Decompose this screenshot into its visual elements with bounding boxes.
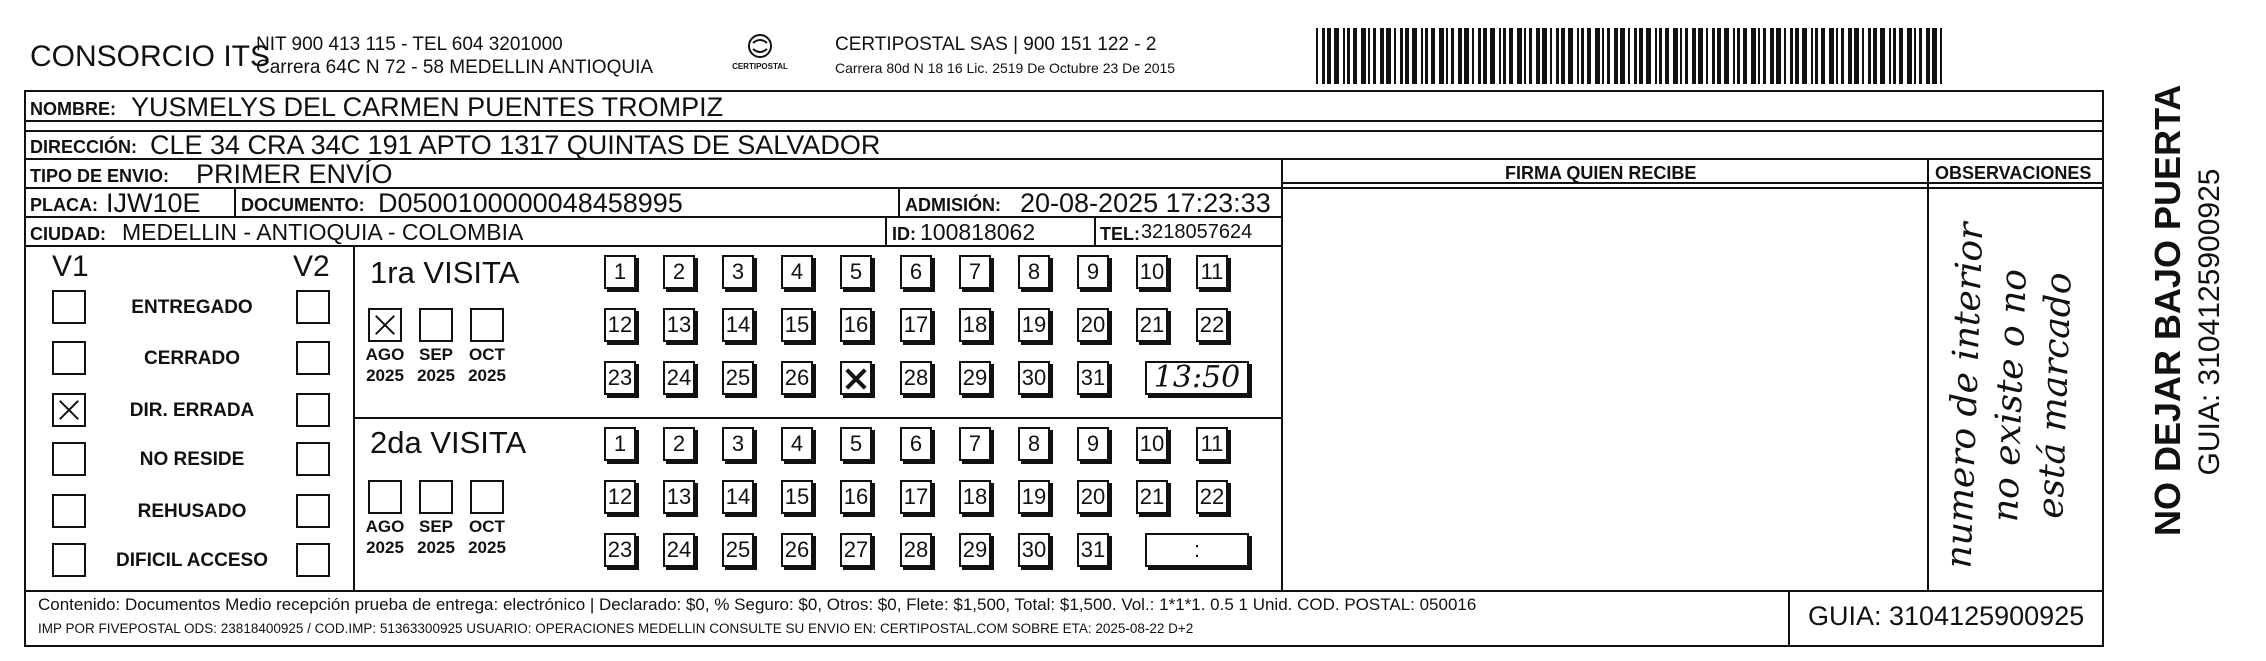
barcode-bar bbox=[1322, 28, 1325, 84]
barcode-bar bbox=[1628, 28, 1630, 84]
barcode-bar bbox=[1907, 28, 1912, 84]
handwritten-line-1: numero de interior bbox=[1938, 221, 1992, 570]
tel-value: 3218057624 bbox=[1141, 221, 1253, 243]
visit1-day-8[interactable]: 8 bbox=[1018, 255, 1050, 289]
visit2-day-29[interactable]: 29 bbox=[959, 533, 991, 567]
firma-label: FIRMA QUIEN RECIBE bbox=[1505, 163, 1697, 183]
barcode-bar bbox=[1763, 28, 1766, 84]
visit2-day-18[interactable]: 18 bbox=[959, 480, 991, 514]
visit1-day-1[interactable]: 1 bbox=[604, 255, 636, 289]
barcode-bar bbox=[1464, 28, 1469, 84]
visit2-day-2[interactable]: 2 bbox=[663, 427, 695, 461]
barcode-bar bbox=[1400, 28, 1403, 84]
barcode-bar bbox=[1940, 28, 1942, 84]
barcode-bar bbox=[1425, 28, 1428, 84]
visit1-year-label: 2025 bbox=[468, 366, 506, 385]
barcode-bar bbox=[1614, 28, 1618, 84]
barcode-bar bbox=[1646, 28, 1651, 84]
barcode-bar bbox=[1405, 28, 1409, 84]
barcode-bar bbox=[1724, 28, 1729, 84]
visit2-day-31[interactable]: 31 bbox=[1077, 533, 1109, 567]
visit2-day-25[interactable]: 25 bbox=[722, 533, 754, 567]
visit1-day-17[interactable]: 17 bbox=[900, 308, 932, 342]
visit1-day-9[interactable]: 9 bbox=[1077, 255, 1109, 289]
observaciones-label: OBSERVACIONES bbox=[1935, 163, 2092, 183]
barcode-bar bbox=[1577, 28, 1579, 84]
barcode-bar bbox=[1334, 28, 1339, 84]
visit1-year-label: 2025 bbox=[366, 366, 404, 385]
barcode-bar bbox=[1770, 28, 1774, 84]
barcode-bar bbox=[1458, 28, 1462, 84]
barcode-bar bbox=[1499, 28, 1501, 84]
barcode-bar bbox=[1706, 28, 1708, 84]
barcode-bar bbox=[1347, 28, 1350, 84]
observaciones-handwriting bbox=[1930, 185, 2100, 587]
barcode-bar bbox=[1795, 28, 1799, 84]
status-option-label: DIFICIL ACCESO bbox=[115, 550, 268, 571]
barcode-bar bbox=[1712, 28, 1715, 84]
visit1-month-label: OCT bbox=[469, 345, 505, 364]
visit2-day-6[interactable]: 6 bbox=[900, 427, 932, 461]
barcode-bar bbox=[1802, 28, 1807, 84]
visit2-day-5[interactable]: 5 bbox=[840, 427, 872, 461]
visit1-day-23[interactable]: 23 bbox=[604, 361, 636, 395]
barcode-bar bbox=[1841, 28, 1844, 84]
visit2-day-9[interactable]: 9 bbox=[1077, 427, 1109, 461]
visit2-day-28[interactable]: 28 bbox=[900, 533, 932, 567]
visit1-day-18[interactable]: 18 bbox=[959, 308, 991, 342]
v1-checkbox-5[interactable] bbox=[52, 494, 86, 528]
handwritten-line-2: no existe o no bbox=[1985, 268, 2035, 523]
barcode-bar bbox=[1737, 28, 1740, 84]
tel-label: TEL: bbox=[1100, 224, 1140, 244]
visit2-month-label: OCT bbox=[469, 517, 505, 536]
barcode-bar bbox=[1873, 28, 1877, 84]
barcode-bar bbox=[1717, 28, 1721, 84]
barcode-bar bbox=[1919, 28, 1922, 84]
v2-checkbox-1[interactable] bbox=[296, 290, 330, 324]
certipostal-logo-icon bbox=[730, 30, 790, 82]
barcode-bar bbox=[1517, 28, 1522, 84]
visit1-day-11[interactable]: 11 bbox=[1196, 255, 1228, 289]
visit2-day-3[interactable]: 3 bbox=[722, 427, 754, 461]
footer-guia: GUIA: 3104125900925 bbox=[1808, 601, 2085, 631]
barcode-bar bbox=[1914, 28, 1916, 84]
admision-label: ADMISIÓN: bbox=[905, 195, 1001, 215]
barcode-bar bbox=[1733, 28, 1735, 84]
barcode-bar bbox=[1655, 28, 1657, 84]
v1-checkbox-2[interactable] bbox=[52, 341, 86, 375]
footer-line-2: IMP POR FIVEPOSTAL ODS: 23818400925 / COD.IMP: 51363300925 USUARIO: OPERACIONES MEDELLIN CONSULTE SU ENVIO EN: CERTIPOSTAL.COM SOBRE ETA: 2025-08-22 D+2 bbox=[38, 621, 1194, 636]
barcode-bar bbox=[1587, 28, 1591, 84]
visit2-day-4[interactable]: 4 bbox=[781, 427, 813, 461]
visit1-day-2[interactable]: 2 bbox=[663, 255, 695, 289]
barcode-bar bbox=[1639, 28, 1643, 84]
visit1-day-20[interactable]: 20 bbox=[1077, 308, 1109, 342]
barcode-bar bbox=[1394, 28, 1396, 84]
visit1-title: 1ra VISITA bbox=[370, 255, 520, 290]
barcode-bar bbox=[1692, 28, 1696, 84]
barcode-bar bbox=[1868, 28, 1871, 84]
direccion-label: DIRECCIÓN: bbox=[30, 137, 137, 157]
visit2-day-23[interactable]: 23 bbox=[604, 533, 636, 567]
visit2-day-16[interactable]: 16 bbox=[840, 480, 872, 514]
barcode-bar bbox=[1361, 28, 1366, 84]
barcode-bar bbox=[1581, 28, 1584, 84]
barcode-bar bbox=[1451, 28, 1454, 84]
placa-label: PLACA: bbox=[30, 195, 98, 215]
barcode-bar bbox=[1790, 28, 1793, 84]
visit1-day-10[interactable]: 10 bbox=[1136, 255, 1168, 289]
v1-checkbox-4[interactable] bbox=[52, 442, 86, 476]
visit2-year-label: 2025 bbox=[468, 538, 506, 557]
visit2-day-11[interactable]: 11 bbox=[1196, 427, 1228, 461]
visit1-day-27[interactable] bbox=[840, 361, 872, 395]
ciudad-label: CIUDAD: bbox=[30, 224, 106, 244]
barcode-bar bbox=[1815, 28, 1818, 84]
v1-checkbox-1[interactable] bbox=[52, 290, 86, 324]
v1-checkbox-3[interactable] bbox=[52, 393, 86, 427]
barcode-bar bbox=[1373, 28, 1376, 84]
v2-checkbox-6[interactable] bbox=[296, 543, 330, 577]
company-name: CONSORCIO ITS bbox=[30, 40, 271, 73]
visit2-year-label: 2025 bbox=[366, 538, 404, 557]
visit2-day-24[interactable]: 24 bbox=[663, 533, 695, 567]
visit2-day-27[interactable]: 27 bbox=[840, 533, 872, 567]
barcode-bar bbox=[1751, 28, 1756, 84]
visit2-time-box[interactable]: : bbox=[1145, 533, 1249, 567]
barcode-bar bbox=[1893, 28, 1896, 84]
visit1-day-5[interactable]: 5 bbox=[840, 255, 872, 289]
barcode-bar bbox=[1634, 28, 1637, 84]
visit2-day-19[interactable]: 19 bbox=[1018, 480, 1050, 514]
barcode-bar bbox=[1524, 28, 1526, 84]
barcode-bar bbox=[1386, 28, 1391, 84]
visit1-month-checkbox-3[interactable] bbox=[470, 308, 504, 342]
carrier-line-2: Carrera 80d N 18 16 Lic. 2519 De Octubre 23 De 2015 bbox=[835, 60, 1176, 76]
visit1-day-25[interactable]: 25 bbox=[722, 361, 754, 395]
visit1-day-13[interactable]: 13 bbox=[663, 308, 695, 342]
barcode-bar bbox=[1536, 28, 1540, 84]
side-notice: NO DEJAR BAJO PUERTA bbox=[2147, 84, 2188, 536]
barcode-bar bbox=[1550, 28, 1552, 84]
barcode-bar bbox=[1862, 28, 1864, 84]
barcode-bar bbox=[1776, 28, 1781, 84]
visit2-day-8[interactable]: 8 bbox=[1018, 427, 1050, 461]
v2-label: V2 bbox=[293, 250, 330, 283]
barcode-bar bbox=[1607, 28, 1610, 84]
barcode-bar bbox=[1698, 28, 1703, 84]
barcode-bar bbox=[1836, 28, 1838, 84]
barcode-bar bbox=[1316, 28, 1318, 84]
barcode-bar bbox=[1529, 28, 1532, 84]
visit1-day-15[interactable]: 15 bbox=[781, 308, 813, 342]
company-line-1: NIT 900 413 115 - TEL 604 3201000 bbox=[256, 34, 563, 55]
visit2-day-20[interactable]: 20 bbox=[1077, 480, 1109, 514]
barcode-bar bbox=[1472, 28, 1474, 84]
visit2-title: 2da VISITA bbox=[370, 425, 527, 460]
id-value: 100818062 bbox=[920, 219, 1036, 245]
barcode-bar bbox=[1509, 28, 1513, 84]
documento-label: DOCUMENTO: bbox=[241, 195, 365, 215]
barcode-bar bbox=[1848, 28, 1852, 84]
barcode-bar bbox=[1673, 28, 1678, 84]
visit1-day-12[interactable]: 12 bbox=[604, 308, 636, 342]
v1-checkbox-6[interactable] bbox=[52, 543, 86, 577]
visit2-day-21[interactable]: 21 bbox=[1136, 480, 1168, 514]
barcode-bar bbox=[1811, 28, 1813, 84]
nombre-value: YUSMELYS DEL CARMEN PUENTES TROMPIZ bbox=[131, 92, 724, 122]
v2-checkbox-3[interactable] bbox=[296, 393, 330, 427]
status-option-label: REHUSADO bbox=[137, 501, 247, 522]
barcode-bar bbox=[1556, 28, 1559, 84]
barcode-bar bbox=[1380, 28, 1384, 84]
barcode-bar bbox=[1680, 28, 1682, 84]
barcode-bar bbox=[1353, 28, 1357, 84]
barcode-graphic bbox=[1316, 28, 1952, 84]
documento-value: D0500100000048458995 bbox=[378, 188, 683, 218]
visit1-day-3[interactable]: 3 bbox=[722, 255, 754, 289]
visit1-day-28[interactable]: 28 bbox=[900, 361, 932, 395]
barcode-bar bbox=[1490, 28, 1495, 84]
handwritten-line-3: está marcado bbox=[2030, 271, 2080, 520]
barcode-bar bbox=[1665, 28, 1669, 84]
v2-checkbox-4[interactable] bbox=[296, 442, 330, 476]
visit2-month-checkbox-1[interactable] bbox=[368, 480, 402, 514]
visit2-year-label: 2025 bbox=[417, 538, 455, 557]
footer-line-1: Contenido: Documentos Medio recepción prueba de entrega: electrónico | Declarado: $0, % Seguro: $0, Otros: $0, Flete: $1,500, Total: $1,500. Vol.: 1*1*1. 0.5 1 Unid. COD. POSTAL: 050016 bbox=[38, 595, 1477, 614]
barcode-bar bbox=[1829, 28, 1834, 84]
visit1-month-checkbox-1[interactable] bbox=[368, 308, 402, 342]
barcode-bar bbox=[1478, 28, 1481, 84]
visit1-year-label: 2025 bbox=[417, 366, 455, 385]
barcode-bar bbox=[1343, 28, 1345, 84]
visit1-month-label: SEP bbox=[418, 345, 454, 364]
barcode-bar bbox=[1327, 28, 1331, 84]
barcode-bar bbox=[1483, 28, 1487, 84]
barcode-bar bbox=[1503, 28, 1506, 84]
visit2-day-15[interactable]: 15 bbox=[781, 480, 813, 514]
barcode-bar bbox=[1743, 28, 1747, 84]
barcode-bar bbox=[1899, 28, 1903, 84]
tipo-envio-label: TIPO DE ENVIO: bbox=[30, 166, 170, 186]
barcode-bar bbox=[1561, 28, 1565, 84]
barcode-bar bbox=[1542, 28, 1547, 84]
visit1-month-label: AGO bbox=[365, 345, 405, 364]
visit2-month-checkbox-3[interactable] bbox=[470, 480, 504, 514]
visit1-day-29[interactable]: 29 bbox=[959, 361, 991, 395]
barcode-bar bbox=[1620, 28, 1625, 84]
visit1-month-checkbox-2[interactable] bbox=[419, 308, 453, 342]
barcode-bar bbox=[1421, 28, 1423, 84]
barcode-bar bbox=[1854, 28, 1859, 84]
barcode-bar bbox=[1439, 28, 1444, 84]
barcode-bar bbox=[1685, 28, 1688, 84]
direccion-value: CLE 34 CRA 34C 191 APTO 1317 QUINTAS DE SALVADOR bbox=[150, 130, 881, 160]
certipostal-logo bbox=[730, 30, 790, 82]
visit1-day-6[interactable]: 6 bbox=[900, 255, 932, 289]
barcode-bar bbox=[1932, 28, 1937, 84]
visit2-month-checkbox-2[interactable] bbox=[419, 480, 453, 514]
id-label: ID: bbox=[892, 224, 916, 244]
visit2-day-17[interactable]: 17 bbox=[900, 480, 932, 514]
tipo-envio-value: PRIMER ENVÍO bbox=[196, 159, 393, 189]
barcode-bar bbox=[1446, 28, 1448, 84]
side-guia: GUIA: 3104125900925 bbox=[2193, 168, 2226, 476]
v2-checkbox-5[interactable] bbox=[296, 494, 330, 528]
barcode-bar bbox=[1784, 28, 1786, 84]
visit1-day-30[interactable]: 30 bbox=[1018, 361, 1050, 395]
v1-label: V1 bbox=[52, 250, 89, 283]
certipostal-logo-text: CERTIPOSTAL bbox=[732, 62, 788, 71]
barcode-bar bbox=[1889, 28, 1891, 84]
v2-checkbox-2[interactable] bbox=[296, 341, 330, 375]
nombre-label: NOMBRE: bbox=[30, 99, 116, 119]
visit1-day-31[interactable]: 31 bbox=[1077, 361, 1109, 395]
visit1-time-box[interactable]: 13:50 bbox=[1145, 361, 1249, 395]
visit2-day-10[interactable]: 10 bbox=[1136, 427, 1168, 461]
visit1-day-19[interactable]: 19 bbox=[1018, 308, 1050, 342]
barcode-bar bbox=[1880, 28, 1885, 84]
status-option-label: NO RESIDE bbox=[139, 449, 245, 470]
admision-value: 20-08-2025 17:23:33 bbox=[1020, 188, 1271, 218]
visit2-day-22[interactable]: 22 bbox=[1196, 480, 1228, 514]
visit1-day-14[interactable]: 14 bbox=[722, 308, 754, 342]
barcode bbox=[1316, 28, 1952, 84]
visit2-day-26[interactable]: 26 bbox=[781, 533, 813, 567]
visit1-day-7[interactable]: 7 bbox=[959, 255, 991, 289]
visit1-day-22[interactable]: 22 bbox=[1196, 308, 1228, 342]
carrier-line-1: CERTIPOSTAL SAS | 900 151 122 - 2 bbox=[835, 34, 1157, 55]
visit1-day-21[interactable]: 21 bbox=[1136, 308, 1168, 342]
placa-value: IJW10E bbox=[106, 188, 201, 218]
barcode-bar bbox=[1926, 28, 1930, 84]
barcode-bar bbox=[1821, 28, 1825, 84]
barcode-bar bbox=[1568, 28, 1573, 84]
status-option-label: ENTREGADO bbox=[131, 297, 253, 318]
barcode-bar bbox=[1595, 28, 1600, 84]
visit1-day-24[interactable]: 24 bbox=[663, 361, 695, 395]
barcode-bar bbox=[1758, 28, 1760, 84]
company-line-2: Carrera 64C N 72 - 58 MEDELLIN ANTIOQUIA bbox=[256, 57, 654, 78]
barcode-bar bbox=[1659, 28, 1662, 84]
visit2-day-14[interactable]: 14 bbox=[722, 480, 754, 514]
visit1-day-26[interactable]: 26 bbox=[781, 361, 813, 395]
visit1-day-4[interactable]: 4 bbox=[781, 255, 813, 289]
barcode-bar bbox=[1602, 28, 1604, 84]
visit2-day-12[interactable]: 12 bbox=[604, 480, 636, 514]
status-option-label: CERRADO bbox=[143, 348, 241, 369]
visit2-day-7[interactable]: 7 bbox=[959, 427, 991, 461]
visit2-day-1[interactable]: 1 bbox=[604, 427, 636, 461]
barcode-bar bbox=[1412, 28, 1417, 84]
visit1-day-16[interactable]: 16 bbox=[840, 308, 872, 342]
visit2-month-label: AGO bbox=[365, 517, 405, 536]
ciudad-value: MEDELLIN - ANTIOQUIA - COLOMBIA bbox=[122, 219, 524, 245]
status-option-label: DIR. ERRADA bbox=[129, 400, 255, 421]
barcode-bar bbox=[1368, 28, 1370, 84]
visit2-day-30[interactable]: 30 bbox=[1018, 533, 1050, 567]
barcode-bar bbox=[1431, 28, 1435, 84]
visit2-day-13[interactable]: 13 bbox=[663, 480, 695, 514]
visit2-month-label: SEP bbox=[418, 517, 454, 536]
